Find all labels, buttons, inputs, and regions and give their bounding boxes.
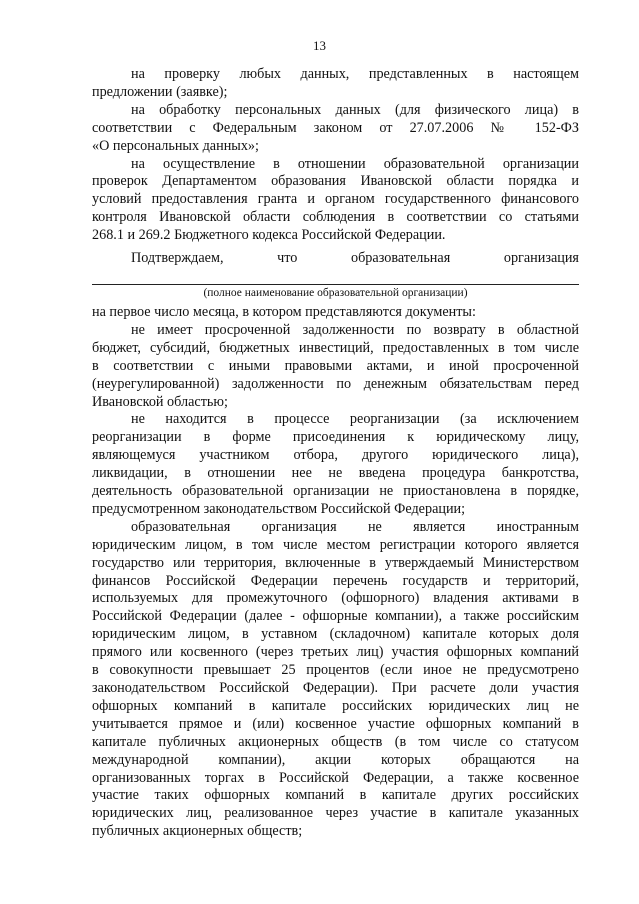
- confirm-word: образовательная: [351, 250, 451, 267]
- text-line: в соответствии с иными правовыми актами, и иной просроченной: [92, 357, 579, 374]
- text-line: ликвидации, в отношении нее не введена процедура банкротства,: [92, 465, 579, 482]
- text-line: офшорных компаний в капитале российских юридических лиц не: [92, 697, 579, 714]
- text-line: условий предоставления гранта и органом государственного финансового: [92, 191, 579, 208]
- consent-inspection-paragraph: [92, 156, 579, 246]
- text-line: образовательная организация не является иностранным: [131, 518, 579, 535]
- text-line: используемых для промежуточного (офшорного) владения активами в: [92, 590, 579, 607]
- page-number: 13: [313, 38, 326, 53]
- confirm-line: [92, 250, 579, 268]
- text-line: контроля Ивановской области соблюдения в соответствии со статьями: [92, 209, 579, 226]
- text-line: капитале публичных акционерных обществ (в том числе со статусом: [92, 733, 579, 750]
- consent-personal-data-paragraph: [92, 102, 579, 156]
- text-line: юридическим лицом, в уставном (складочном) капитале которых доля: [92, 626, 579, 643]
- text-line: международной компании), акции которых обращаются на: [92, 751, 579, 768]
- no-debt-paragraph: [92, 322, 579, 412]
- organization-name-blank-line: [92, 272, 579, 285]
- confirm-word: Подтверждаем,: [131, 250, 224, 267]
- text-line: юридическим лицом, в том числе местом регистрации которого является: [92, 536, 579, 553]
- text-line: являющемуся участником отбора, другого юридического лица),: [92, 447, 579, 464]
- text-line: государство или территория, включенные в утверждаемый Министерством: [92, 554, 579, 571]
- text-line: законодательством Российской Федерации). При расчете доли участия: [92, 680, 579, 696]
- text-line: Ивановской областью;: [92, 393, 228, 410]
- text-line: предусмотренном законодательством Российской Федерации;: [92, 500, 466, 517]
- consent-review-paragraph: [92, 66, 579, 102]
- text-line: не находится в процессе реорганизации (за исключением: [131, 411, 579, 428]
- text-line: участие таких офшорных компаний в капитале других российских: [92, 787, 579, 804]
- text-line: 268.1 и 269.2 Бюджетного кодекса Российской Федерации.: [92, 227, 446, 244]
- text-line: бюджет, субсидий, бюджетных инвестиций, предоставленных в том числе: [92, 339, 579, 356]
- not-foreign-entity-paragraph: [92, 519, 579, 841]
- document-body: [92, 66, 579, 841]
- text-line: «О персональных данных»;: [92, 137, 259, 154]
- text-line: в совокупности превышает 25 процентов (если иное не предусмотрено: [92, 662, 579, 679]
- text-line: на первое число месяца, в котором представляются документы:: [92, 303, 476, 320]
- no-reorganization-paragraph: [92, 411, 579, 518]
- text-line: не имеет просроченной задолженности по возврату в областной: [131, 321, 579, 338]
- text-line: реорганизации в форме присоединения к юридическому лицу,: [92, 429, 579, 446]
- text-line: на осуществление в отношении образовательной организации: [131, 155, 579, 172]
- text-line: на обработку персональных данных (для физического лица) в: [131, 101, 579, 118]
- text-line: финансов Российской Федерации перечень государств и территорий,: [92, 572, 579, 589]
- text-line: публичных акционерных обществ;: [92, 823, 303, 840]
- text-line: соответствии с Федеральным законом от 27.07.2006 № 152-ФЗ: [92, 119, 579, 136]
- text-line: проверок Департаментом образования Ивановской области порядка и: [92, 173, 579, 190]
- blank-line-caption: (полное наименование образовательной организации): [203, 286, 468, 299]
- text-line: на проверку любых данных, представленных в настоящем: [131, 66, 579, 82]
- text-line: учитывается прямое и (или) косвенное участие офшорных компаний в: [92, 715, 579, 732]
- date-intro-paragraph: [92, 304, 579, 322]
- text-line: деятельность образовательной организации не приостановлена в порядке,: [92, 483, 579, 500]
- text-line: юридических лиц, реализованное через участие в капитале указанных: [92, 805, 579, 822]
- text-line: (неурегулированной) задолженности по денежным обязательствам перед: [92, 375, 579, 392]
- text-line: организованных торгах в Российской Федерации, а также косвенное: [92, 769, 579, 786]
- text-line: Российской Федерации (далее - офшорные компании), а также российским: [92, 608, 579, 625]
- confirm-word: организация: [503, 250, 579, 267]
- confirm-word: что: [277, 250, 298, 267]
- text-line: предложении (заявке);: [92, 83, 228, 100]
- text-line: прямого или косвенного (через третьих лиц) участия офшорных компаний: [92, 644, 579, 661]
